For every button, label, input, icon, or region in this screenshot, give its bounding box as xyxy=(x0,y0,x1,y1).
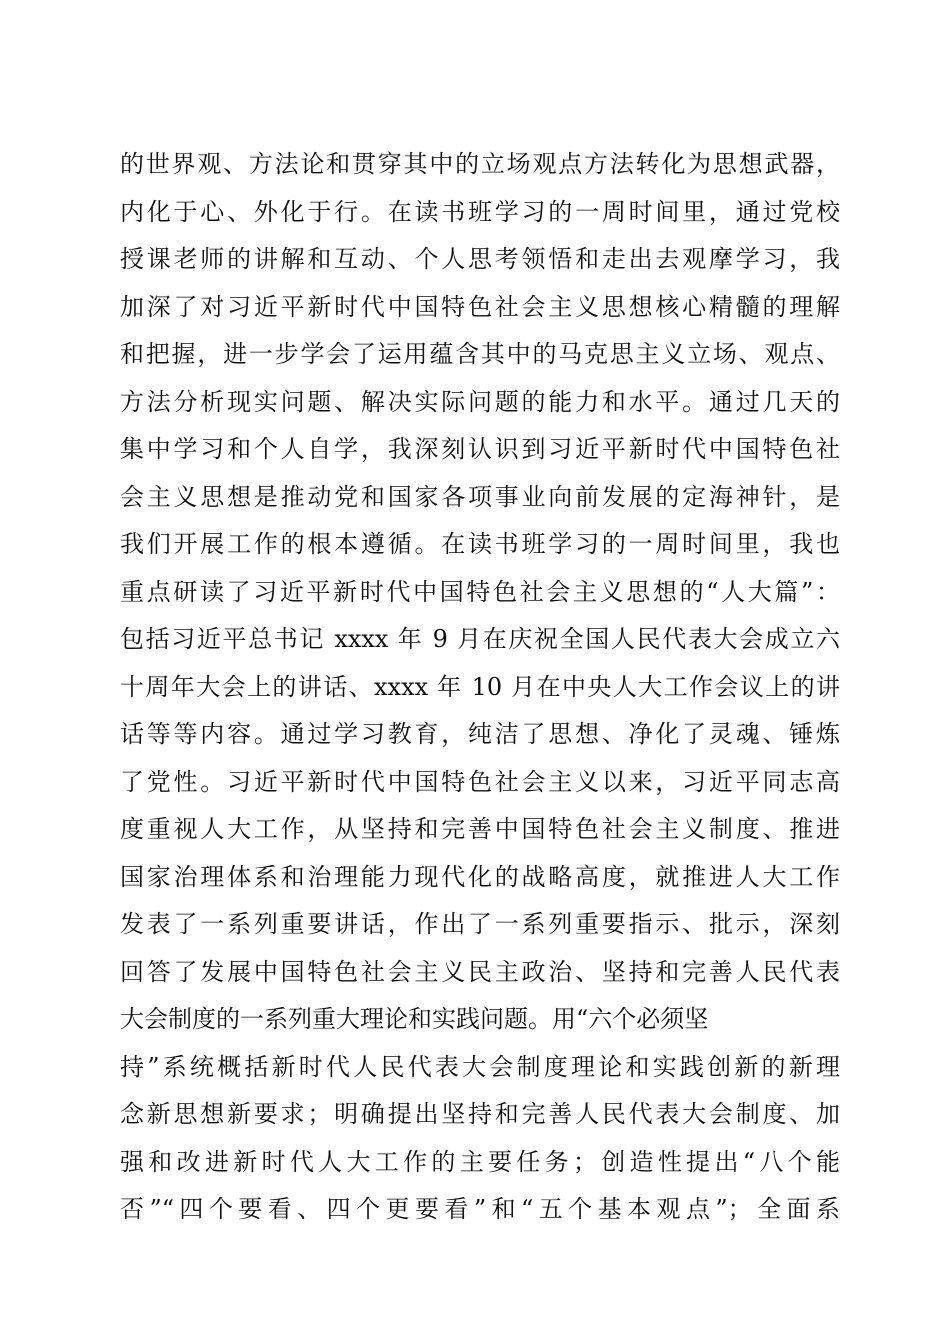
text-line: 方法分析现实问题、解决实际问题的能力和水平。通过几天的 xyxy=(120,387,840,416)
text-line: 强和改进新时代人大工作的主要任务；创造性提出“八个能 xyxy=(120,1147,840,1176)
text-line: 持”系统概括新时代人民代表大会制度理论和实践创新的新理 xyxy=(120,1052,840,1081)
text-line: 我们开展工作的根本遵循。在读书班学习的一周时间里，我也 xyxy=(120,530,840,558)
text-line: 内化于心、外化于行。在读书班学习的一周时间里，通过党校 xyxy=(120,197,840,226)
text-line: 和把握，进一步学会了运用蕴含其中的马克思主义立场、观点、 xyxy=(120,340,840,368)
text-line: 集中学习和个人自学，我深刻认识到习近平新时代中国特色社 xyxy=(120,435,840,463)
text-line: 回答了发展中国特色社会主义民主政治、坚持和完善人民代表 xyxy=(120,957,840,986)
text-line: 否”“四个要看、四个更要看”和“五个基本观点”；全面系 xyxy=(120,1195,840,1223)
text-line: 度重视人大工作，从坚持和完善中国特色社会主义制度、推进 xyxy=(120,815,840,843)
text-line: 会主义思想是推动党和国家各项事业向前发展的定海神针，是 xyxy=(120,482,840,511)
text-line: 十周年大会上的讲话、xxxx 年 10 月在中央人大工作会议上的讲 xyxy=(120,672,840,701)
text-line: 发表了一系列重要讲话，作出了一系列重要指示、批示，深刻 xyxy=(120,910,840,938)
text-line: 了党性。习近平新时代中国特色社会主义以来，习近平同志高 xyxy=(120,767,840,796)
text-line: 重点研读了习近平新时代中国特色社会主义思想的“人大篇”： xyxy=(120,577,840,606)
text-line: 的世界观、方法论和贯穿其中的立场观点方法转化为思想武器， xyxy=(120,150,840,178)
text-line: 加深了对习近平新时代中国特色社会主义思想核心精髓的理解 xyxy=(120,292,840,321)
text-line: 念新思想新要求；明确提出坚持和完善人民代表大会制度、加 xyxy=(120,1100,840,1128)
text-line: 包括习近平总书记 xxxx 年 9 月在庆祝全国人民代表大会成立六 xyxy=(120,625,840,653)
text-line: 国家治理体系和治理能力现代化的战略高度，就推进人大工作 xyxy=(120,862,840,891)
text-line: 授课老师的讲解和互动、个人思考领悟和走出去观摩学习，我 xyxy=(120,245,840,273)
text-line: 话等等内容。通过学习教育，纯洁了思想、净化了灵魂、锤炼 xyxy=(120,720,840,748)
text-line: 大会制度的一系列重大理论和实践问题。用“六个必须坚 xyxy=(120,1005,709,1033)
body-paragraph xyxy=(120,141,840,1234)
